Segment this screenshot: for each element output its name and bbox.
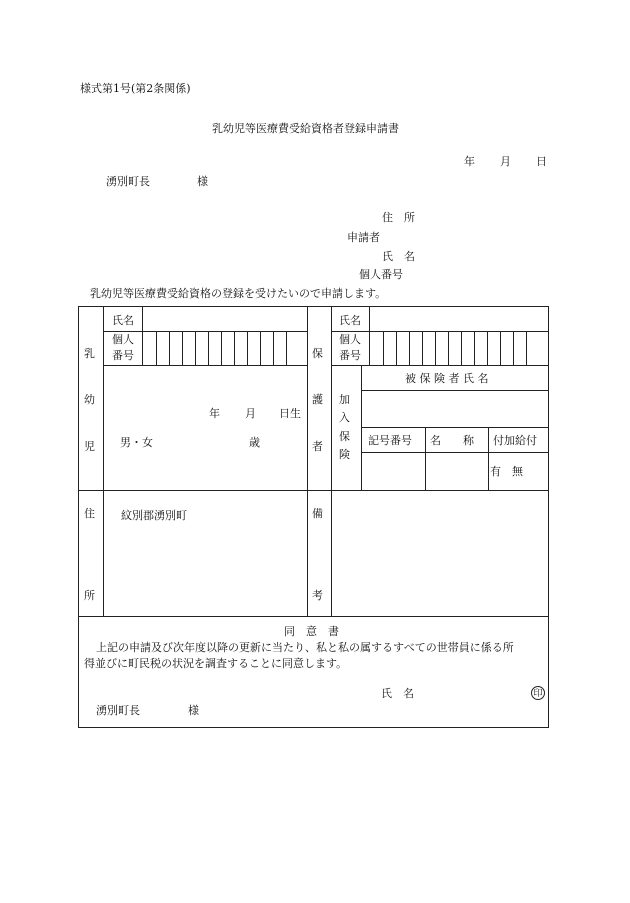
consent-text-line2: 得並びに町民税の状況を調査することに同意します。 [84,657,348,670]
remarks-side-label-1: 備 [312,507,323,520]
address-side-label-1: 住 [84,507,95,520]
divider [169,331,170,365]
divider [247,331,248,365]
divider [307,490,308,616]
infant-side-label-3: 児 [84,440,95,453]
page-title: 乳幼児等医療費受給資格者登録申請書 [212,122,399,135]
guardian-name-label: 氏名 [339,314,361,327]
application-statement: 乳幼児等医療費受給資格の登録を受けたいので申請します。 [90,287,387,300]
divider [474,331,475,365]
applicant-label: 申請者 [347,231,380,244]
remarks-side-label-2: 考 [312,589,323,602]
divider [273,331,274,365]
applicant-mynumber-label: 個人番号 [359,268,403,281]
date-day-label: 日 [536,155,547,168]
seal-mark: 印 [531,686,545,700]
divider [488,427,489,490]
guardian-side-label-2: 護 [312,393,323,406]
guardian-side-label-3: 者 [312,440,323,453]
divider [422,331,423,365]
guardian-mynumber-label-1: 個人 [339,333,361,346]
infant-side-label-2: 幼 [84,393,95,406]
divider [221,331,222,365]
insurance-label-2: 入 [339,411,350,424]
address-side-label-2: 所 [84,589,95,602]
additional-benefit-header: 付加給付 [493,434,537,447]
divider [103,490,104,616]
divider [195,331,196,365]
guardian-side-label-1: 保 [312,347,323,360]
insurance-label-3: 保 [339,430,350,443]
insurer-name-header: 名 称 [430,434,474,447]
insurance-label-1: 加 [339,393,350,406]
application-form-table [78,306,549,728]
insurance-label-4: 険 [339,448,350,461]
symbol-number-header: 記号番号 [368,434,412,447]
infant-mynumber-label-2: 番号 [112,349,134,362]
consent-text-line1: 上記の申請及び次年度以降の更新に当たり、私と私の属するすべての世帯員に係る所 [96,641,514,654]
divider [361,390,548,391]
applicant-name-label: 氏 名 [382,250,415,263]
divider [260,331,261,365]
infant-birth-day-label: 日生 [279,407,301,420]
addressee-honorific: 様 [197,175,208,188]
divider [142,307,143,365]
infant-birth-month-label: 月 [245,407,256,420]
addressee: 湧別町長 [106,175,150,188]
divider [487,331,488,365]
divider [448,331,449,365]
infant-name-label: 氏名 [112,314,134,327]
divider [361,427,548,428]
infant-age-unit: 歳 [249,436,260,449]
form-number: 様式第1号(第2条関係) [80,82,191,95]
date-month-label: 月 [500,155,511,168]
divider [234,331,235,365]
infant-sex-options: 男・女 [120,436,153,449]
infant-side-label-1: 乳 [84,347,95,360]
divider [103,331,307,332]
consent-title: 同 意 書 [284,625,339,638]
divider [526,331,527,365]
insured-name-header: 被 保 険 者 氏 名 [405,372,489,385]
guardian-mynumber-label-2: 番号 [339,349,361,362]
applicant-address-label: 住 所 [382,211,415,224]
consent-name-label: 氏 名 [381,687,414,700]
infant-birth-year-label: 年 [209,407,220,420]
divider [286,331,287,365]
divider [425,427,426,490]
divider [435,331,436,365]
divider [331,365,548,366]
infant-mynumber-label-1: 個人 [112,333,134,346]
divider [500,331,501,365]
divider [156,331,157,365]
date-year-label: 年 [464,155,475,168]
divider [361,452,548,453]
divider [383,331,384,365]
divider [396,331,397,365]
divider [182,331,183,365]
address-value: 紋別郡湧別町 [121,509,187,522]
divider [79,490,548,491]
divider [79,616,548,617]
divider [461,331,462,365]
additional-benefit-options: 有 無 [490,465,523,478]
divider [331,490,332,616]
divider [208,331,209,365]
divider [513,331,514,365]
divider [409,331,410,365]
divider [331,331,548,332]
consent-addressee-honorific: 様 [188,704,199,717]
consent-addressee: 湧別町長 [96,704,140,717]
divider [103,365,307,366]
divider [369,307,370,365]
